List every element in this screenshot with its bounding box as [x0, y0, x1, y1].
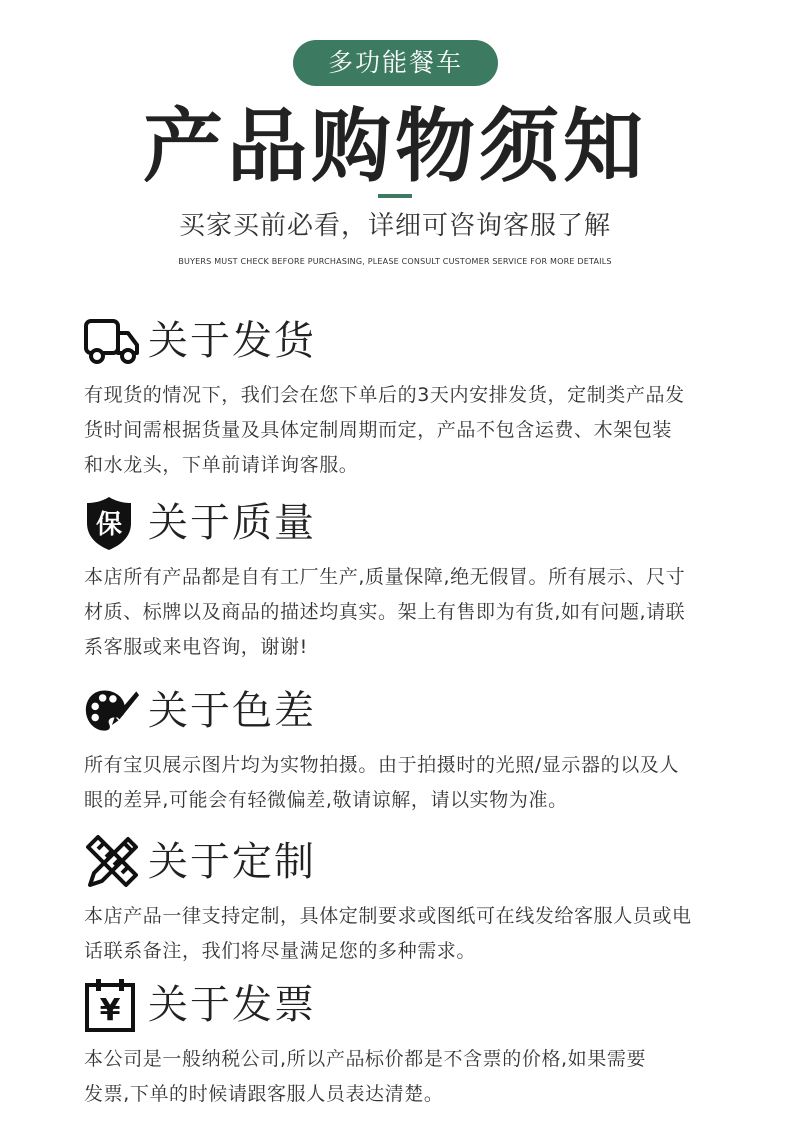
section-color-difference [84, 686, 724, 818]
body-line: 本店产品一律支持定制，具体定制要求或图纸可在线发给客服人员或电 [84, 905, 692, 927]
section-invoice [84, 980, 724, 1112]
body-line: 和水龙头，下单前请详询客服。 [84, 454, 359, 476]
body-line: 本公司是一般纳税公司,所以产品标价都是不含票的价格,如果需要 [84, 1048, 647, 1070]
section-title: 关于定制 [148, 839, 316, 885]
invoice-icon [84, 980, 140, 1030]
section-quality [84, 498, 724, 665]
body-line: 话联系备注，我们将尽量满足您的多种需求。 [84, 940, 477, 962]
section-body [84, 378, 724, 483]
section-body [84, 560, 724, 665]
section-title: 关于色差 [148, 688, 316, 734]
section-body [84, 1042, 724, 1112]
svg-text:保: 保 [95, 510, 123, 540]
page-subtitle: 买家买前必看，详细可咨询客服了解 [178, 211, 611, 241]
palette-icon [84, 686, 140, 736]
body-line: 系客服或来电咨询，谢谢! [84, 636, 308, 658]
section-body [84, 748, 724, 818]
body-line: 货时间需根据货量及具体定制周期而定，产品不包含运费、木架包装 [84, 419, 673, 441]
body-line: 有现货的情况下，我们会在您下单后的3天内安排发货，定制类产品发 [84, 384, 685, 406]
product-category-badge: 多功能餐车 [293, 40, 498, 86]
pencil-ruler-icon [84, 837, 140, 887]
section-title: 关于发货 [148, 318, 316, 364]
truck-icon [84, 316, 140, 366]
page-subtitle-english: BUYERS MUST CHECK BEFORE PURCHASING, PLEASE CONSULT CUSTOMER SERVICE FOR MORE DETAILS [178, 257, 612, 266]
body-line: 材质、标牌以及商品的描述均真实。架上有售即为有货,如有问题,请联 [84, 601, 686, 623]
section-title: 关于发票 [148, 982, 316, 1028]
svg-text:¥: ¥ [99, 993, 121, 1028]
body-line: 所有宝贝展示图片均为实物拍摄。由于拍摄时的光照/显示器的以及人 [84, 754, 680, 776]
section-body [84, 899, 724, 969]
page-title: 产品购物须知 [143, 100, 647, 193]
section-shipping [84, 316, 724, 483]
section-customization [84, 837, 724, 969]
body-line: 眼的差异,可能会有轻微偏差,敬请谅解，请以实物为准。 [84, 789, 568, 811]
body-line: 发票,下单的时候请跟客服人员表达清楚。 [84, 1083, 444, 1105]
body-line: 本店所有产品都是自有工厂生产,质量保障,绝无假冒。所有展示、尺寸 [84, 566, 686, 588]
title-divider [378, 194, 412, 198]
shield-icon [84, 498, 140, 548]
section-title: 关于质量 [148, 500, 316, 546]
